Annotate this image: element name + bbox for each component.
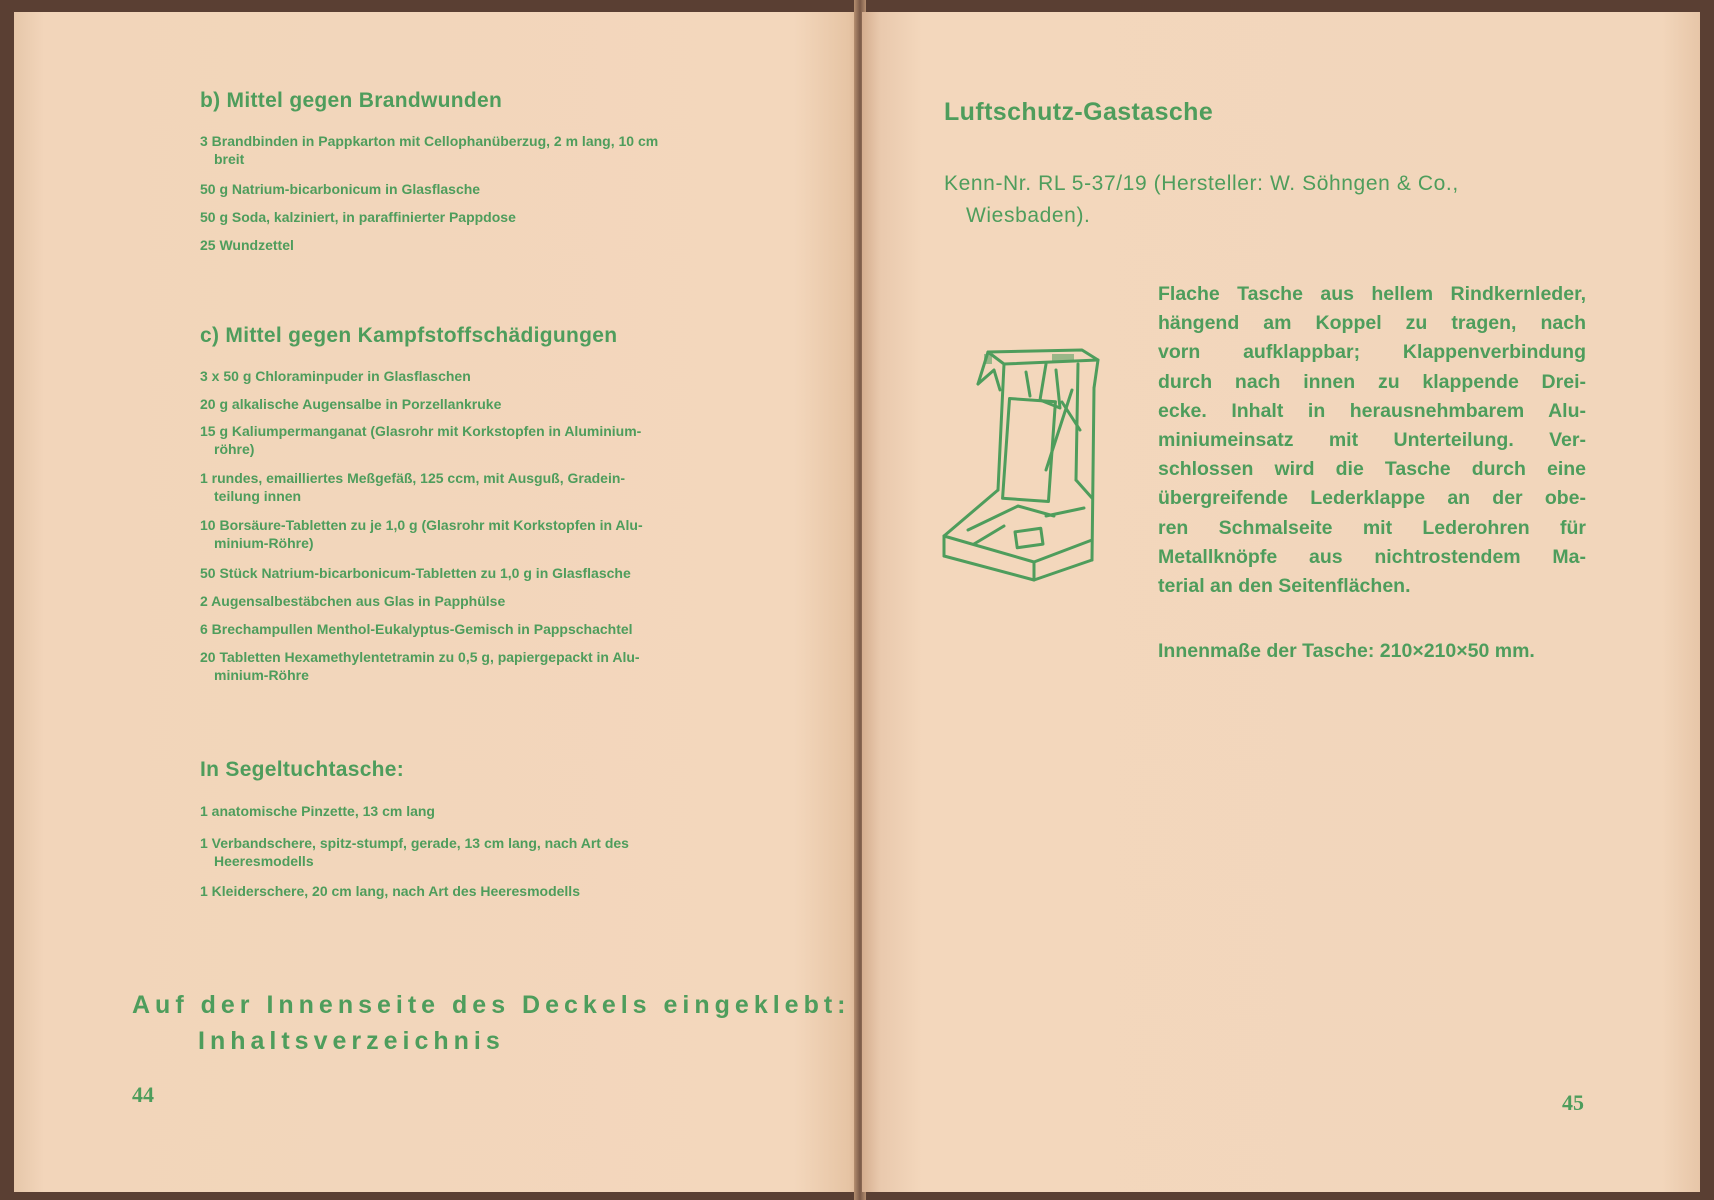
left-page: [14, 12, 860, 1192]
list-item: 2 Augensalbestäbchen aus Glas in Papphülse: [200, 593, 506, 609]
list-item: 10 Borsäure-Tabletten zu je 1,0 g (Glasrohr mit Korkstopfen in Alu- minium-Röhre): [200, 517, 643, 551]
footer-note: Auf der Innenseite des Deckels eingeklebt: Inhaltsverzeichnis: [132, 991, 851, 1055]
kenn-nr: Kenn-Nr. RL 5-37/19 (Hersteller: W. Söhngen & Co., Wiesbaden).: [944, 172, 1459, 227]
list-item: 50 g Natrium-bicarbonicum in Glasflasche: [200, 181, 481, 197]
list-item: 3 Brandbinden in Pappkarton mit Cellophanüberzug, 2 m lang, 10 cm breit: [200, 133, 659, 167]
list-item: 15 g Kaliumpermanganat (Glasrohr mit Korkstopfen in Aluminium- röhre): [200, 423, 642, 457]
gas-bag-illustration-icon: [934, 330, 1120, 590]
section-b-heading: b) Mittel gegen Brandwunden: [200, 89, 503, 112]
list-item: 1 Verbandschere, spitz-stumpf, gerade, 13 cm lang, nach Art des Heeresmodells: [200, 835, 629, 869]
dimensions-text: Innenmaße der Tasche: 210×210×50 mm.: [1158, 640, 1535, 662]
page-title: Luftschutz-Gastasche: [944, 98, 1214, 126]
list-item: 25 Wundzettel: [200, 237, 294, 253]
list-item: 50 g Soda, kalziniert, in paraffinierter Pappdose: [200, 209, 516, 225]
section-c-heading: c) Mittel gegen Kampfstoffschädigungen: [200, 324, 618, 347]
right-page: [862, 12, 1700, 1192]
description: Flache Tasche aus hellem Rindkernleder, hängend am Koppel zu tragen, nach vorn aufklappbar; Klappenverbindung durch nach innen zu klappende Drei- ecke. Inhalt in herausnehmbarem Alu- miniumeinsatz mit Unterteilung. Ver- schlossen wird die Tasche durch eine übergreifende Lederklappe an der obe- ren Schmalseite mit Lederohren für Metallknöpfe aus nichtrostendem Ma- terial an den Seitenflächen.: [1158, 283, 1586, 597]
page-number-left: 44: [132, 1082, 154, 1107]
list-item: 1 Kleiderschere, 20 cm lang, nach Art des Heeresmodells: [200, 883, 580, 899]
list-item: 1 anatomische Pinzette, 13 cm lang: [200, 803, 435, 819]
list-item: 50 Stück Natrium-bicarbonicum-Tabletten zu 1,0 g in Glasflasche: [200, 565, 631, 581]
list-item: 3 x 50 g Chloraminpuder in Glasflaschen: [200, 368, 471, 384]
list-item: 20 Tabletten Hexamethylentetramin zu 0,5 g, papiergepackt in Alu- minium-Röhre: [200, 649, 640, 683]
list-item: 1 rundes, emailliertes Meßgefäß, 125 ccm, mit Ausguß, Gradein- teilung innen: [200, 470, 626, 504]
section-segel-heading: In Segeltuchtasche:: [200, 758, 405, 781]
list-item: 6 Brechampullen Menthol-Eukalyptus-Gemisch in Pappschachtel: [200, 621, 633, 637]
list-item: 20 g alkalische Augensalbe in Porzellankruke: [200, 396, 502, 412]
page-number-right: 45: [1562, 1090, 1584, 1115]
